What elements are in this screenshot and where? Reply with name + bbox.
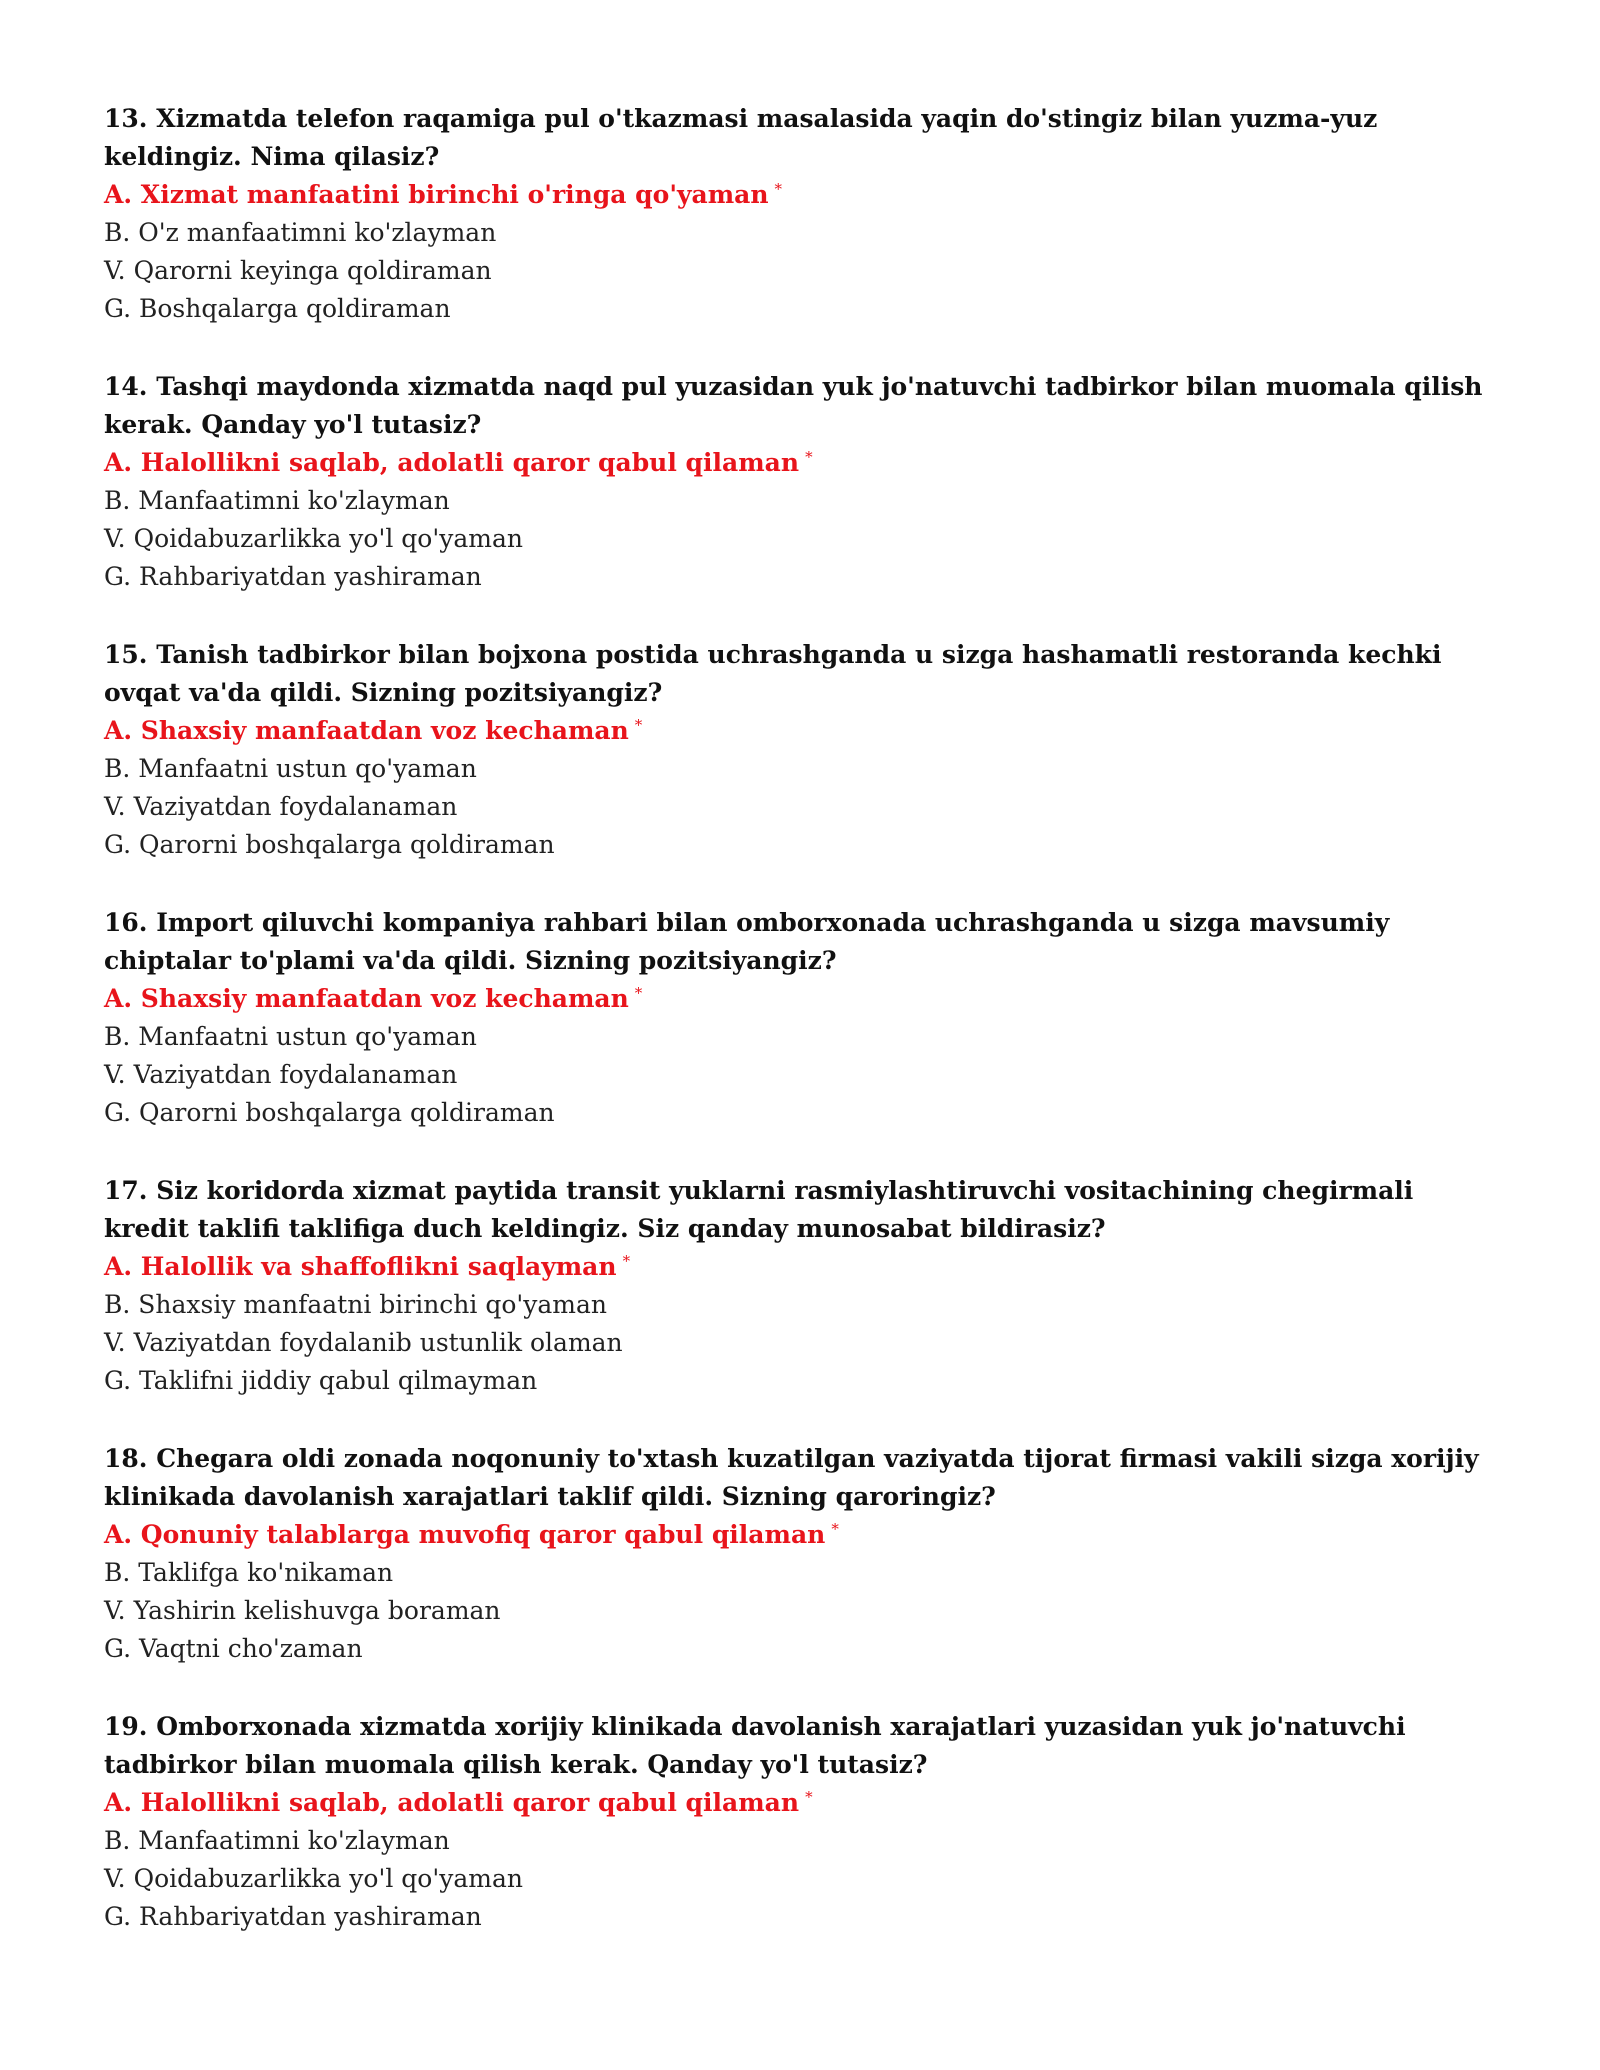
answer-option-g: G. Rahbariyatdan yashiraman xyxy=(104,1902,482,1931)
answer-option-b: B. Manfaatni ustun qo'yaman xyxy=(104,754,477,783)
answer-option-b: B. Manfaatimni ko'zlayman xyxy=(104,1826,450,1855)
answer-option-v: V. Vaziyatdan foydalanaman xyxy=(104,792,458,821)
option-label: A. Xizmat manfaatini birinchi o'ringa qo'yaman xyxy=(104,180,769,209)
question-16 xyxy=(104,904,1504,1132)
question-text: 14. Tashqi maydonda xizmatda naqd pul yuzasidan yuk jo'natuvchi tadbirkor bilan muomala qilish kerak. Qanday yo'l tutasiz? xyxy=(104,372,1483,439)
question-15 xyxy=(104,636,1504,864)
answer-option-g: G. Rahbariyatdan yashiraman xyxy=(104,562,482,591)
answer-option-b: B. Manfaatni ustun qo'yaman xyxy=(104,1022,477,1051)
correct-marker: * xyxy=(805,447,813,466)
answer-option-g: G. Qarorni boshqalarga qoldiraman xyxy=(104,830,555,859)
answer-option-g: G. Taklifni jiddiy qabul qilmayman xyxy=(104,1366,538,1395)
answer-option-g: G. Boshqalarga qoldiraman xyxy=(104,294,451,323)
answer-option-v: V. Yashirin kelishuvga boraman xyxy=(104,1596,501,1625)
option-label: A. Qonuniy talablarga muvofiq qaror qabul qilaman xyxy=(104,1520,826,1549)
correct-marker: * xyxy=(634,715,643,734)
question-text: 18. Chegara oldi zonada noqonuniy to'xtash kuzatilgan vaziyatda tijorat firmasi vakili sizga xorijiy klinikada davolanish xarajatlari taklif qildi. Sizning qaroringiz? xyxy=(104,1444,1479,1511)
option-label: A. Shaxsiy manfaatdan voz kechaman xyxy=(104,984,629,1013)
option-label: A. Halollikni saqlab, adolatli qaror qabul qilaman xyxy=(104,448,800,477)
correct-marker: * xyxy=(805,1787,813,1806)
correct-marker: * xyxy=(622,1251,631,1270)
correct-answer-option xyxy=(104,1248,1504,1286)
answer-option-b: B. O'z manfaatimni ko'zlayman xyxy=(104,218,497,247)
correct-answer-option xyxy=(104,444,1504,482)
option-label: A. Halollikni saqlab, adolatli qaror qabul qilaman xyxy=(104,1788,800,1817)
answer-option-v: V. Qoidabuzarlikka yo'l qo'yaman xyxy=(104,1864,523,1893)
option-label: A. Shaxsiy manfaatdan voz kechaman xyxy=(104,716,629,745)
correct-answer-option xyxy=(104,980,1504,1018)
correct-answer-option xyxy=(104,1784,1504,1822)
answer-option-v: V. Qarorni keyinga qoldiraman xyxy=(104,256,492,285)
answer-option-v: V. Qoidabuzarlikka yo'l qo'yaman xyxy=(104,524,523,553)
correct-answer-option xyxy=(104,1516,1504,1554)
answer-option-b: B. Manfaatimni ko'zlayman xyxy=(104,486,450,515)
quiz-page xyxy=(104,100,1504,1976)
answer-option-v: V. Vaziyatdan foydalanaman xyxy=(104,1060,458,1089)
answer-option-b: B. Taklifga ko'nikaman xyxy=(104,1558,394,1587)
question-text: 15. Tanish tadbirkor bilan bojxona postida uchrashganda u sizga hashamatli restoranda kechki ovqat va'da qildi. Sizning pozitsiyangiz? xyxy=(104,640,1442,707)
question-13 xyxy=(104,100,1504,328)
answer-option-b: B. Shaxsiy manfaatni birinchi qo'yaman xyxy=(104,1290,608,1319)
question-text: 19. Omborxonada xizmatda xorijiy klinikada davolanish xarajatlari yuzasidan yuk jo'natuvchi tadbirkor bilan muomala qilish kerak. Qanday yo'l tutasiz? xyxy=(104,1712,1406,1779)
correct-marker: * xyxy=(831,1519,839,1538)
correct-marker: * xyxy=(634,983,643,1002)
question-text: 13. Xizmatda telefon raqamiga pul o'tkazmasi masalasida yaqin do'stingiz bilan yuzma-yuz keldingiz. Nima qilasiz? xyxy=(104,104,1378,171)
option-label: A. Halollik va shaffoflikni saqlayman xyxy=(104,1252,617,1281)
correct-answer-option xyxy=(104,176,1504,214)
correct-answer-option xyxy=(104,712,1504,750)
answer-option-v: V. Vaziyatdan foydalanib ustunlik olaman xyxy=(104,1328,623,1357)
question-text: 17. Siz koridorda xizmat paytida transit yuklarni rasmiylashtiruvchi vositachining chegirmali kredit taklifi taklifiga duch keldingiz. Siz qanday munosabat bildirasiz? xyxy=(104,1176,1414,1243)
question-14 xyxy=(104,368,1504,596)
question-text: 16. Import qiluvchi kompaniya rahbari bilan omborxonada uchrashganda u sizga mavsumiy chiptalar to'plami va'da qildi. Sizning pozitsiyangiz? xyxy=(104,908,1390,975)
answer-option-g: G. Qarorni boshqalarga qoldiraman xyxy=(104,1098,555,1127)
question-18 xyxy=(104,1440,1504,1668)
question-19 xyxy=(104,1708,1504,1936)
question-17 xyxy=(104,1172,1504,1400)
answer-option-g: G. Vaqtni cho'zaman xyxy=(104,1634,363,1663)
correct-marker: * xyxy=(774,179,783,198)
